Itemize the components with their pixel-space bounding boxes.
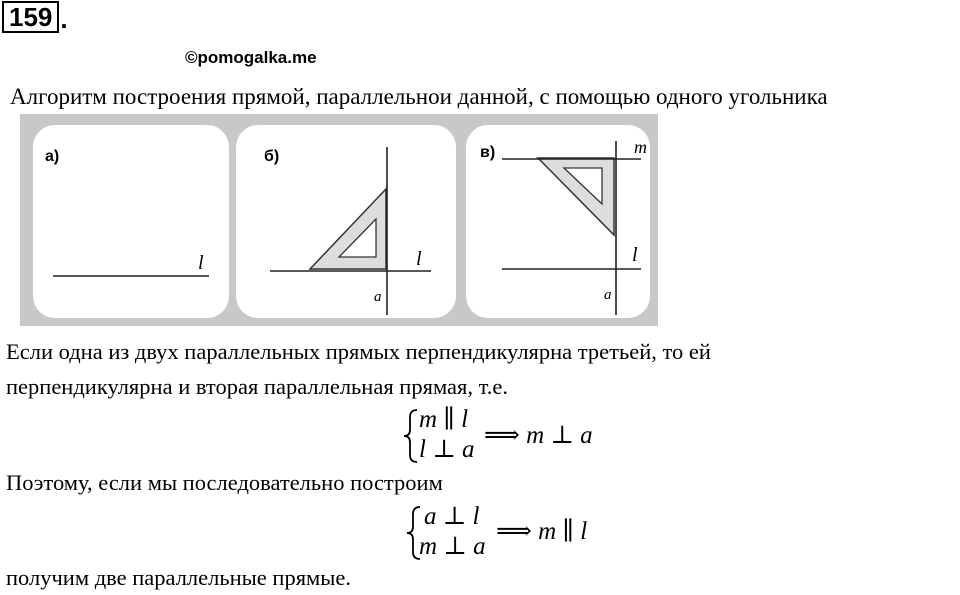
panel-a-label: а)	[45, 148, 60, 165]
panel-c-drawing	[466, 125, 650, 318]
heading: Алгоритм построения прямой, параллельнои данной, с помощью одного угольника	[10, 84, 828, 109]
system-2-row-1: a ⊥ l	[424, 503, 480, 530]
line-l-label: l	[198, 252, 204, 274]
system-1-result: ⟹ m ⊥ a	[484, 422, 593, 449]
system-2-result: ⟹ m ∥ l	[496, 518, 588, 545]
watermark: ©pomogalka.me	[185, 48, 317, 67]
system-2-row-2: m ⊥ a	[419, 533, 486, 560]
construction-figure	[20, 114, 658, 326]
line-m-label: m	[634, 137, 647, 157]
line-a-label: a	[604, 287, 612, 303]
line-a-label: a	[374, 289, 382, 305]
panel-c-label: в)	[480, 144, 496, 161]
problem-number-dot: .	[60, 4, 68, 34]
panel-a-drawing	[33, 125, 229, 318]
panel-b-label: б)	[264, 148, 280, 165]
line-l-label: l	[632, 244, 638, 266]
panel-c	[466, 125, 650, 318]
panel-b	[236, 125, 456, 318]
system-1-row-2: l ⊥ a	[419, 436, 475, 463]
text-line-1: Если одна из двух параллельных прямых перпендикулярна третьей, то ей	[6, 339, 711, 364]
panel-b-drawing	[236, 125, 456, 318]
text-line-4: получим две параллельные прямые.	[6, 565, 352, 590]
system-1-brace	[402, 408, 420, 464]
system-1-row-1: m ∥ l	[419, 406, 469, 433]
panel-a	[33, 125, 229, 318]
text-line-3: Поэтому, если мы последовательно построим	[6, 470, 443, 495]
text-line-2: перпендикулярна и вторая параллельная прямая, т.е.	[6, 374, 508, 399]
problem-number-box: 159	[2, 1, 59, 33]
line-l-label: l	[416, 248, 422, 270]
problem-number	[2, 3, 68, 33]
